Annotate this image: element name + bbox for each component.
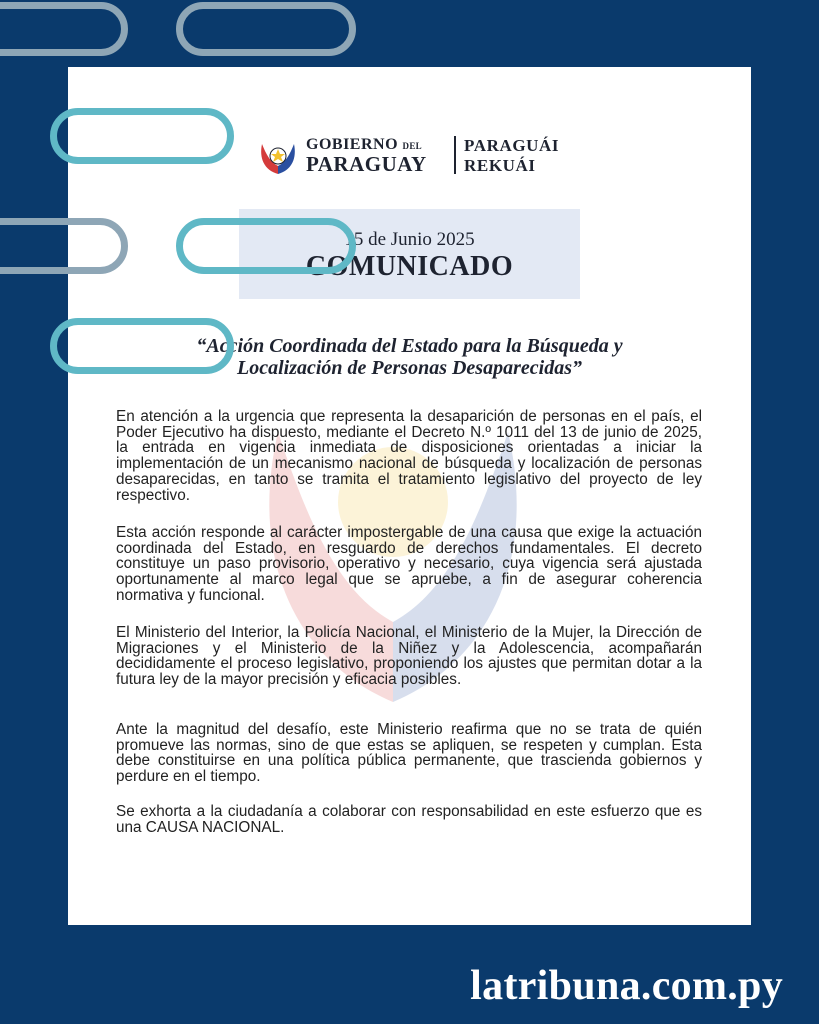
decorative-pill	[50, 318, 234, 374]
decorative-pill	[50, 108, 234, 164]
gobierno-del-paraguay-wordmark: GOBIERNO DEL PARAGUAY	[306, 136, 427, 176]
decorative-pill	[0, 218, 128, 274]
paragraph: En atención a la urgencia que representa la desaparición de personas en el país, el Poder Ejecutivo ha dispuesto, mediante el Decreto N.º 1011 del 13 de junio de 2025, la entrada en vigencia inmediata de disposiciones orientadas a iniciar la implementación de un mecanismo nacional de búsqueda y localización de personas desaparecidas, en tanto se tramita el tratamiento legislativo del proyecto de ley respectivo.	[116, 408, 702, 504]
paragraph: Se exhorta a la ciudadanía a colaborar con responsabilidad en este esfuerzo que es una CAUSA NACIONAL.	[116, 803, 702, 836]
paragraph: El Ministerio del Interior, la Policía Nacional, el Ministerio de la Mujer, la Dirección de Migraciones y el Ministerio de la Niñez y la Adolescencia, acompañarán decididamente el proceso legislativo, proponiendo los ajustes que permitan dotar a la futura ley de la mayor precisión y eficacia posibles.	[116, 624, 702, 689]
communique-date: 15 de Junio 2025	[344, 229, 475, 250]
decorative-pill	[0, 2, 128, 56]
communique-title: “Acción Coordinada del Estado para la Búsqueda y Localización de Personas Desaparecidas”	[196, 335, 623, 379]
logo-divider	[454, 136, 456, 174]
government-logo	[256, 132, 576, 178]
communique-heading: COMUNICADO	[305, 251, 514, 282]
source-website-label: latribuna.com.py	[470, 963, 783, 1009]
communique-document	[68, 67, 751, 925]
paraguai-rekuai-wordmark: PARAGUÁI REKUÁI	[464, 136, 560, 175]
paragraph: Ante la magnitud del desafío, este Ministerio reafirma que no se trata de quién promueve las normas, sino de que estas se apliquen, se respeten y cumplan. Esta debe constituirse en una política pública permanente, que trascienda gobiernos y perdure en el tiempo.	[116, 721, 702, 786]
decorative-pill	[176, 218, 356, 274]
decorative-pill	[176, 2, 356, 56]
paragraph: Esta acción responde al carácter impostergable de una causa que exige la actuación coordinada del Estado, en resguardo de derechos fundamentales. El decreto constituye un paso provisorio, operativo y necesario, cuya vigencia será ajustada oportunamente al marco legal que se apruebe, a fin de asegurar coherencia normativa y funcional.	[116, 524, 702, 604]
paraguay-emblem-icon	[256, 134, 300, 178]
